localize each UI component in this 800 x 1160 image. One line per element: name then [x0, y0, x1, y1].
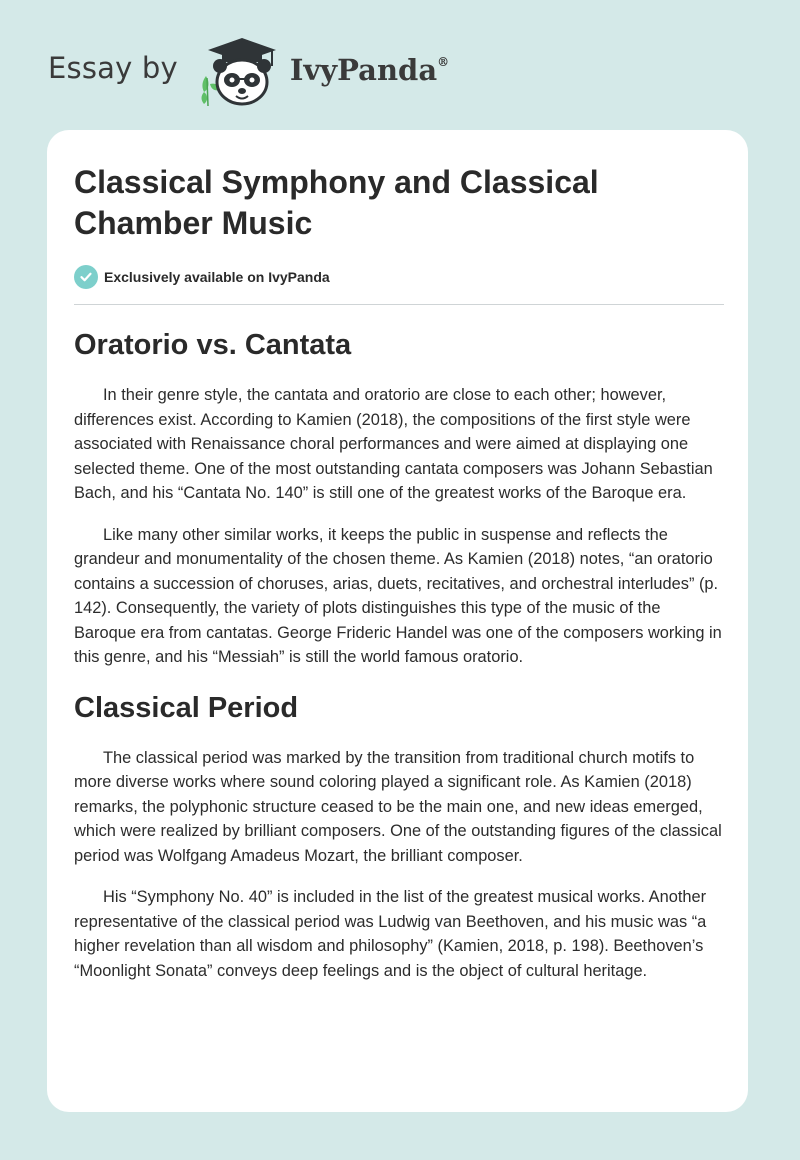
- exclusive-label: Exclusively available on IvyPanda: [104, 269, 330, 285]
- section-heading-oratorio: Oratorio vs. Cantata: [74, 329, 352, 361]
- paragraph: In their genre style, the cantata and oratorio are close to each other; however, differences exist. According to Kamien (2018), the compositions of the first style were associated with Renaissance choral performances and were aimed at displaying one selected theme. One of the most outstanding cantata composers was Johann Sebastian Bach, and his “Cantata No. 140” is still one of the greatest works of the Baroque era.: [74, 386, 713, 502]
- ivypanda-logo-icon[interactable]: [192, 36, 284, 108]
- exclusive-badge: [74, 264, 724, 290]
- paragraph: The classical period was marked by the transition from traditional church motifs to more diverse works where sound coloring played a significant role. As Kamien (2018) remarks, the polyphonic structure ceased to be the main one, and new ideas emerged, which were realized by brilliant composers. One of the outstanding figures of the classical period was Wolfgang Amadeus Mozart, the brilliant composer.: [74, 748, 722, 865]
- site-header: [48, 36, 449, 108]
- paragraph: Like many other similar works, it keeps the public in suspense and reflects the grandeur and monumentality of the chosen theme. As Kamien (2018) notes, “an oratorio contains a succession of choruses, arias, duets, recitatives, and orchestral interludes” (p. 142). Consequently, the variety of plots distinguishes this type of the music of the Baroque era from cantatas. George Frideric Handel was one of the composers working in this genre, and his “Messiah” is still the world famous oratorio.: [74, 525, 722, 666]
- essay-title: Classical Symphony and Classical Chamber Music: [74, 164, 599, 241]
- essay-content: [74, 162, 724, 983]
- essay-by-label: Essay by: [48, 51, 178, 85]
- section-heading-classical-period: Classical Period: [74, 691, 299, 724]
- paragraph: His “Symphony No. 40” is included in the list of the greatest musical works. Another representative of the classical period was Ludwig van Beethoven, and his music was “a higher revelation than all wisdom and philosophy” (Kamien, 2018, p. 198). Beethoven’s “Moonlight Sonata” conveys deep feelings and is the object of cultural heritage.: [74, 888, 707, 980]
- check-icon: [74, 265, 98, 289]
- brand-name[interactable]: [290, 53, 449, 87]
- essay-card: [47, 130, 748, 1112]
- title-divider: [74, 304, 724, 305]
- registered-mark: ®: [437, 55, 450, 69]
- brand-name-text[interactable]: IvyPanda: [289, 53, 438, 87]
